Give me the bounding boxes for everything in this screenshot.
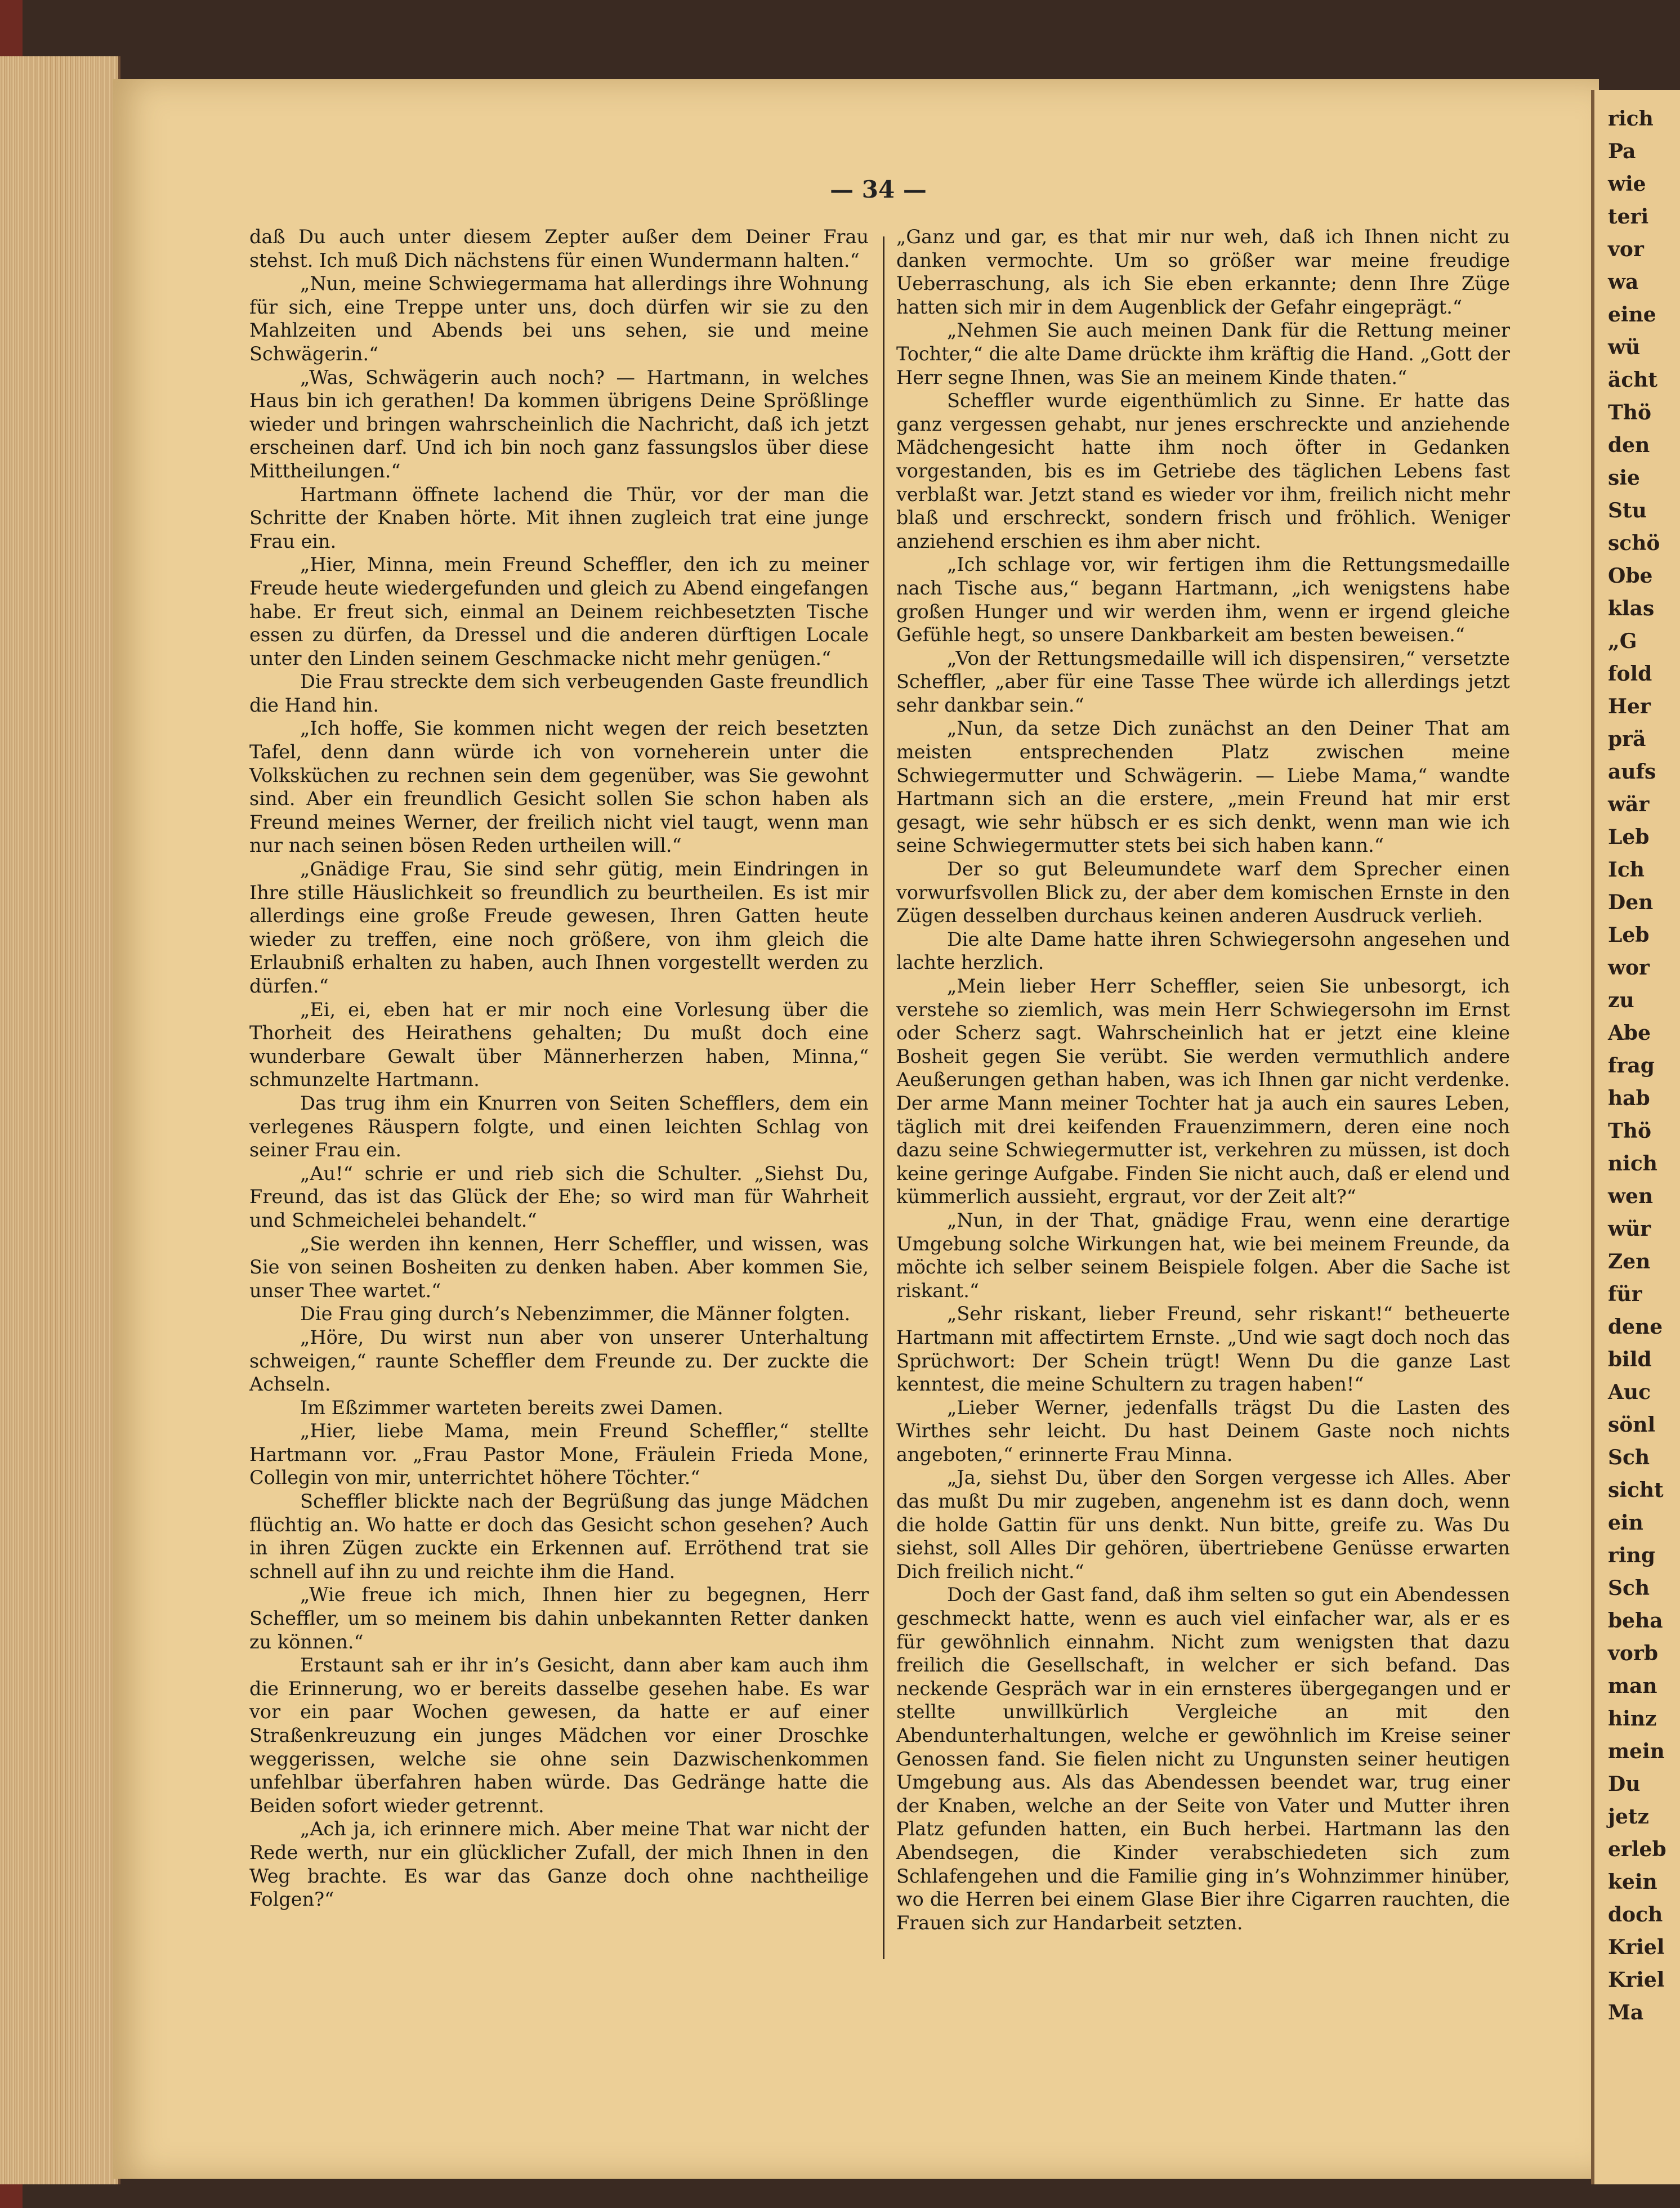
facing-page-word-fragment: ring xyxy=(1608,1544,1655,1567)
facing-page-word-fragment: Pa xyxy=(1608,140,1636,163)
facing-page-word-fragment: Zen xyxy=(1608,1250,1651,1273)
paragraph: „Hier, Minna, mein Freund Scheffler, den ich zu meiner Freude heute wiedergefunden und gleich zu Abend eingefangen habe. Er freut sich, einmal an Deinem reichbesetzten Tische essen zu dürfen, da Dressel und die anderen dürftigen Locale unter den Linden seinem Geschmacke nicht mehr genügen.“ xyxy=(249,553,869,669)
facing-page-word-fragment: eine xyxy=(1608,303,1656,327)
facing-page-word-fragment: klas xyxy=(1608,597,1655,620)
facing-page-word-fragment: Sch xyxy=(1608,1576,1650,1600)
facing-page-word-fragment: Obe xyxy=(1608,564,1653,588)
paragraph: „Von der Rettungsmedaille will ich dispensiren,“ versetzte Scheffler, „aber für eine Tasse Thee würde ich allerdings jetzt sehr dankbar sein.“ xyxy=(896,647,1510,716)
facing-page-word-fragment: Auc xyxy=(1608,1380,1651,1404)
facing-page-word-fragment: sönl xyxy=(1608,1413,1656,1437)
paragraph: „Ich schlage vor, wir fertigen ihm die Rettungsmedaille nach Tische aus,“ begann Hartmann, „ich wenigstens habe großen Hunger und wir werden ihm, wenn er irgend gleiche Gefühle hegt, so unsere Dankbarkeit am besten beweisen.“ xyxy=(896,553,1510,646)
facing-page-word-fragment: Leb xyxy=(1608,825,1650,849)
paragraph: „Nun, da setze Dich zunächst an den Deiner That am meisten entsprechenden Platz zwischen meine Schwiegermutter und Schwägerin. — Liebe Mama,“ wandte Hartmann sich an die erstere, „mein Freund hat mir erst gesagt, wie sehr hübsch er es sich denkt, wenn man wie ich seine Schwiegermutter stets bei sich haben kann.“ xyxy=(896,717,1510,857)
facing-page-word-fragment: teri xyxy=(1608,205,1649,229)
facing-page-word-fragment: Ma xyxy=(1608,2001,1644,2024)
facing-page-word-fragment: aufs xyxy=(1608,760,1656,784)
facing-page-word-fragment: mein xyxy=(1608,1740,1665,1763)
paragraph: „Sehr riskant, lieber Freund, sehr riskant!“ betheuerte Hartmann mit affectirtem Ernste. „Und wie sagt doch noch das Sprüchwort: Der Schein trügt! Wenn Du die ganze Last kenntest, die meine Schultern zu tragen haben!“ xyxy=(896,1303,1510,1396)
book-page-edges xyxy=(0,56,120,2184)
paragraph: Erstaunt sah er ihr in’s Gesicht, dann aber kam auch ihm die Erinnerung, wo er bereits dasselbe gesehen habe. Es war vor ein paar Wochen gewesen, da hatte er auf einer Straßenkreuzung ein junges Mädchen vor einer Droschke weggerissen, welche sie ohne sein Dazwischenkommen unfehlbar überfahren haben würde. Das Gedränge hatte die Beiden sofort wieder getrennt. xyxy=(249,1654,869,1817)
paragraph: „Nun, meine Schwiegermama hat allerdings ihre Wohnung für sich, eine Treppe unter uns, doch dürfen wir sie zu den Mahlzeiten und Abends bei uns sehen, sie und meine Schwägerin.“ xyxy=(249,272,869,365)
facing-page-word-fragment: Kriel xyxy=(1608,1936,1665,1959)
facing-page-word-fragment: wür xyxy=(1608,1217,1651,1241)
paragraph: „Lieber Werner, jedenfalls trägst Du die Lasten des Wirthes sehr leicht. Du hast Deinem Gaste noch nichts angeboten,“ erinnerte Frau Minna. xyxy=(896,1396,1510,1465)
paragraph: „Au!“ schrie er und rieb sich die Schulter. „Siehst Du, Freund, das ist das Glück der Ehe; so wird man für Wahrheit und Schmeichelei behandelt.“ xyxy=(249,1162,869,1231)
facing-page-word-fragment: schö xyxy=(1608,531,1660,555)
column-divider xyxy=(883,236,884,1959)
paragraph: Scheffler wurde eigenthümlich zu Sinne. Er hatte das ganz vergessen gehabt, nur jenes erschreckte und anziehende Mädchengesicht hatte ihm noch öfter in Gedanken vorgestanden, bis es im Getriebe des täglichen Lebens fast verblaßt war. Jetzt stand es wieder vor ihm, freilich nicht mehr blaß und erschreckt, sondern frisch und fröhlich. Weniger anziehend erschien es ihm aber nicht. xyxy=(896,390,1510,552)
facing-page-word-fragment: vor xyxy=(1608,238,1644,261)
facing-page-word-fragment: zu xyxy=(1608,989,1634,1012)
facing-page-word-fragment: fold xyxy=(1608,662,1652,686)
facing-page-word-fragment: Sch xyxy=(1608,1446,1650,1469)
right-text-column xyxy=(896,225,1510,1934)
facing-page-word-fragment: Den xyxy=(1608,891,1654,914)
paragraph: Der so gut Beleumundete warf dem Sprecher einen vorwurfsvollen Blick zu, der aber dem komischen Ernste in den Zügen desselben durchaus keinen anderen Ausdruck verlieh. xyxy=(896,858,1510,927)
facing-page-word-fragment: rich xyxy=(1608,107,1654,131)
paragraph: Das trug ihm ein Knurren von Seiten Schefflers, dem ein verlegenes Räuspern folgte, und einen leichten Schlag von seiner Frau ein. xyxy=(249,1092,869,1161)
facing-page-word-fragment: „G xyxy=(1608,629,1637,653)
paragraph: „Sie werden ihn kennen, Herr Scheffler, und wissen, was Sie von seinen Bosheiten zu denken haben. Aber kommen Sie, unser Thee wartet.“ xyxy=(249,1232,869,1302)
paragraph: Hartmann öffnete lachend die Thür, vor der man die Schritte der Knaben hörte. Mit ihnen zugleich trat eine junge Frau ein. xyxy=(249,483,869,552)
page-number: — 34 — xyxy=(830,176,927,203)
paragraph: „Gnädige Frau, Sie sind sehr gütig, mein Eindringen in Ihre stille Häuslichkeit so freundlich zu beurtheilen. Es ist mir allerdings eine große Freude gewesen, Ihren Gatten heute wieder zu treffen, eine noch größere, von ihm gleich die Erlaubniß erhalten zu haben, auch Ihnen vorgestellt werden zu dürfen.“ xyxy=(249,858,869,997)
facing-page-word-fragment: Du xyxy=(1608,1772,1641,1796)
paragraph: „Mein lieber Herr Scheffler, seien Sie unbesorgt, ich verstehe so ziemlich, was mein Herr Schwiegersohn im Ernst oder Scherz sagt. Wahrscheinlich hat er jetzt eine kleine Bosheit gegen Sie verübt. Sie werden vermuthlich andere Aeußerungen gethan haben, was ich Ihnen gar nicht verdenke. Der arme Mann meiner Tochter hat ja auch ein saures Leben, täglich mit drei keifenden Frauenzimmern, deren eine noch dazu seine Schwiegermutter ist, verkehren zu müssen, ist doch keine geringe Aufgabe. Finden Sie nicht auch, daß er elend und kümmerlich aussieht, ergraut, vor der Zeit alt?“ xyxy=(896,975,1510,1208)
facing-page-word-fragment: ächt xyxy=(1608,368,1658,392)
facing-page-word-fragment: bild xyxy=(1608,1348,1652,1371)
facing-page-word-fragment: den xyxy=(1608,433,1650,457)
facing-page-word-fragment: Abe xyxy=(1608,1021,1651,1045)
facing-page-word-fragment: vorb xyxy=(1608,1642,1659,1665)
facing-page-word-fragment: wa xyxy=(1608,270,1639,294)
facing-page-word-fragment: erleb xyxy=(1608,1838,1666,1861)
paragraph: „Höre, Du wirst nun aber von unserer Unterhaltung schweigen,“ raunte Scheffler dem Freunde zu. Der zuckte die Achseln. xyxy=(249,1326,869,1396)
paragraph: „Ganz und gar, es that mir nur weh, daß ich Ihnen nicht zu danken vermochte. Um so größer war meine freudige Ueberraschung, als ich Sie eben erkannte; denn Ihre Züge hatten sich mir in dem Augenblick der Gefahr eingeprägt.“ xyxy=(896,226,1510,318)
facing-page-word-fragment: Thö xyxy=(1608,1119,1651,1143)
facing-page-word-fragment: beha xyxy=(1608,1609,1663,1633)
paragraph: Scheffler blickte nach der Begrüßung das junge Mädchen flüchtig an. Wo hatte er doch das Gesicht schon gesehen? Auch in ihren Zügen zuckte ein Erkennen auf. Erröthend trat sie schnell auf ihn zu und reichte ihm die Hand. xyxy=(249,1490,869,1583)
facing-page-word-fragment: wie xyxy=(1608,172,1646,196)
paragraph: Die Frau streckte dem sich verbeugenden Gaste freundlich die Hand hin. xyxy=(249,671,869,716)
facing-page-word-fragment: wen xyxy=(1608,1185,1654,1208)
facing-page-word-fragment: ein xyxy=(1608,1511,1643,1535)
paragraph: „Hier, liebe Mama, mein Freund Scheffler,“ stellte Hartmann vor. „Frau Pastor Mone, Fräulein Frieda Mone, Collegin von mir, unterrichtet höhere Töchter.“ xyxy=(249,1420,869,1489)
facing-page-word-fragment: Kriel xyxy=(1608,1968,1665,1992)
paragraph: „Was, Schwägerin auch noch? — Hartmann, in welches Haus bin ich gerathen! Da kommen übrigens Deine Sprößlinge wieder und bringen wahrscheinlich die Nachricht, daß ich jetzt erscheinen darf. Und ich bin noch ganz fassungslos über diese Mittheilungen.“ xyxy=(249,366,869,482)
facing-page-word-fragment: Stu xyxy=(1608,499,1647,522)
facing-page-word-fragment: nich xyxy=(1608,1152,1657,1175)
paragraph: Im Eßzimmer warteten bereits zwei Damen. xyxy=(300,1396,723,1419)
facing-page-word-fragment: jetz xyxy=(1608,1805,1650,1829)
facing-page-word-fragment: Thö xyxy=(1608,401,1651,424)
facing-page-word-fragment: wü xyxy=(1608,336,1641,359)
facing-page-fragment xyxy=(1591,90,1680,2184)
facing-page-word-fragment: Her xyxy=(1608,695,1651,718)
facing-page-word-fragment: prä xyxy=(1608,727,1646,751)
facing-page-word-fragment: sicht xyxy=(1608,1478,1664,1502)
facing-page-word-fragment: für xyxy=(1608,1282,1642,1306)
facing-page-word-fragment: sie xyxy=(1608,466,1640,490)
paragraph: daß Du auch unter diesem Zepter außer dem Deiner Frau stehst. Ich muß Dich nächstens für einen Wundermann halten.“ xyxy=(249,226,869,271)
paragraph: „Nehmen Sie auch meinen Dank für die Rettung meiner Tochter,“ die alte Dame drückte ihm kräftig die Hand. „Gott der Herr segne Ihnen, was Sie an meinem Kinde thaten.“ xyxy=(896,319,1510,388)
facing-page-word-fragment: wär xyxy=(1608,793,1650,816)
left-text-column xyxy=(249,225,869,1911)
facing-page-word-fragment: hab xyxy=(1608,1087,1650,1110)
paragraph: „Wie freue ich mich, Ihnen hier zu begegnen, Herr Scheffler, um so meinem bis dahin unbekannten Retter danken zu können.“ xyxy=(249,1584,869,1653)
facing-page-word-fragment: hinz xyxy=(1608,1707,1657,1731)
facing-page-word-fragment: doch xyxy=(1608,1903,1663,1927)
facing-page-word-fragment: Ich xyxy=(1608,858,1645,882)
facing-page-word-fragment: Leb xyxy=(1608,923,1650,947)
paragraph: Die alte Dame hatte ihren Schwiegersohn angesehen und lachte herzlich. xyxy=(896,928,1510,974)
paragraph: Die Frau ging durch’s Nebenzimmer, die Männer folgten. xyxy=(300,1303,851,1325)
paragraph: „Ja, siehst Du, über den Sorgen vergesse ich Alles. Aber das mußt Du mir zugeben, angenehm ist es dann doch, wenn die holde Gattin für uns denkt. Nun bitte, greife zu. Was Du siehst, soll Alles Dir gehören, übertriebene Genüsse erwarten Dich freilich nicht.“ xyxy=(896,1467,1510,1583)
paragraph: „Ach ja, ich erinnere mich. Aber meine That war nicht der Rede werth, nur ein glücklicher Zufall, der mich Ihnen in den Weg brachte. Es war das Ganze doch ohne nachtheilige Folgen?“ xyxy=(249,1818,869,1911)
facing-page-word-fragment: frag xyxy=(1608,1054,1655,1078)
paragraph: Doch der Gast fand, daß ihm selten so gut ein Abendessen geschmeckt hatte, wenn es auch viel einfacher war, als er es für gewöhnlich einnahm. Nicht zum wenigsten that dazu freilich die Gesellschaft, in welcher er sich befand. Das neckende Gespräch war in ein ernsteres übergegangen und er stellte unwillkürlich Vergleiche an mit den Abendunterhaltungen, welche er gewöhnlich im Kreise seiner Genossen fand. Sie fielen nicht zu Ungunsten seiner heutigen Umgebung aus. Als das Abendessen beendet war, trug einer der Knaben, welche an der Seite von Vater und Mutter ihren Platz gefunden hatten, ein Buch herbei. Hartmann las den Abendsegen, die Kinder verabschiedeten sich zum Schlafengehen und die Familie ging in’s Wohnzimmer hinüber, wo die Herren bei einem Glase Bier ihre Cigarren rauchten, die Frauen sich zur Handarbeit setzten. xyxy=(896,1584,1510,1934)
facing-page-word-fragment: man xyxy=(1608,1674,1657,1698)
paragraph: „Nun, in der That, gnädige Frau, wenn eine derartige Umgebung solche Wirkungen hat, wie bei meinem Freunde, da möchte ich selber seinem Beispiele folgen. Aber die Sache ist riskant.“ xyxy=(896,1209,1510,1302)
facing-page-word-fragment: wor xyxy=(1608,956,1650,980)
paragraph: „Ei, ei, eben hat er mir noch eine Vorlesung über die Thorheit des Heirathens gehalten; Du mußt doch eine wunderbare Gewalt über Männerherzen haben, Minna,“ schmunzelte Hartmann. xyxy=(249,998,869,1091)
paragraph: „Ich hoffe, Sie kommen nicht wegen der reich besetzten Tafel, denn dann würde ich von vorneherein unter die Volksküchen zu rechnen sein dem gegenüber, was Sie gewohnt sind. Aber ein freundlich Gesicht sollen Sie schon haben als Freund meines Werner, der freilich nicht viel taugt, wenn man nur nach seinen bösen Reden urtheilen will.“ xyxy=(249,717,869,857)
facing-page-word-fragment: kein xyxy=(1608,1870,1657,1894)
facing-page-word-fragment: dene xyxy=(1608,1315,1663,1339)
